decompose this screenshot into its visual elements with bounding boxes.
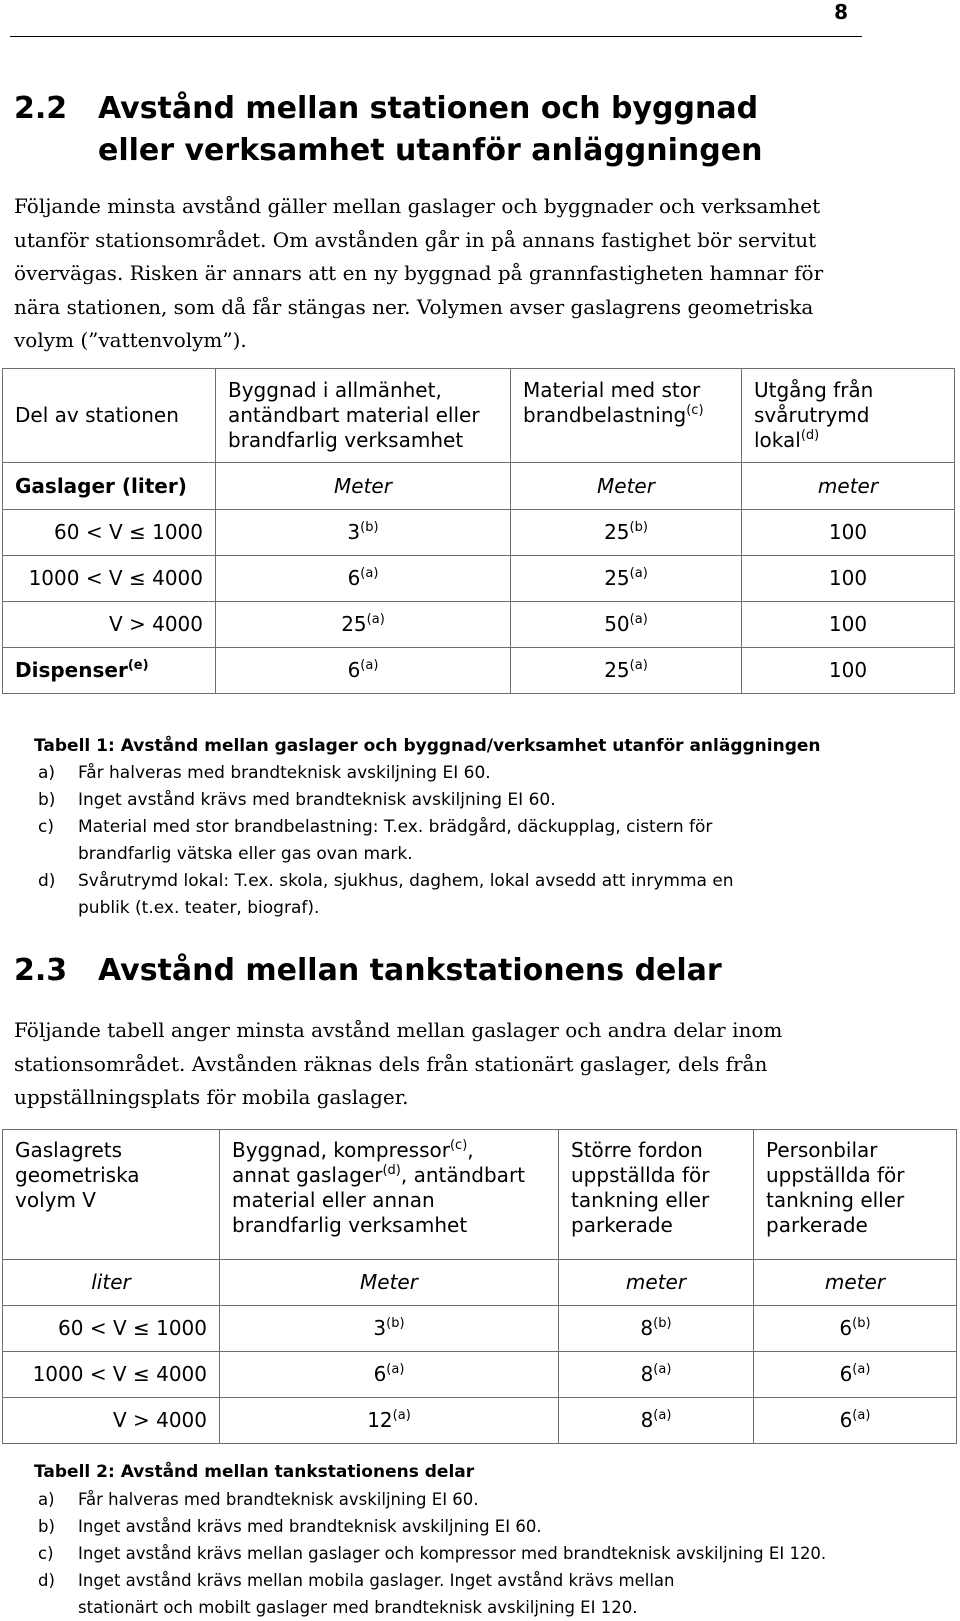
table-cell: meter <box>754 1260 957 1306</box>
paragraph-line: uppställningsplats för mobila gaslager. <box>14 1085 409 1109</box>
table-cell: 25$^{(a)}$ <box>216 602 511 648</box>
table-cell: 12$^{(a)}$ <box>220 1398 559 1444</box>
table-row <box>3 556 955 602</box>
table-cell: Gaslager (liter) <box>3 463 216 510</box>
table-row <box>3 1398 957 1444</box>
table-cell: Meter <box>511 463 742 510</box>
table-cell: 60 < V ≤ 1000 <box>3 510 216 556</box>
list-item: a) Får halveras med brandteknisk avskiljning EI 60. <box>38 1490 479 1509</box>
table-cell: 8$^{(b)}$ <box>559 1306 754 1352</box>
table-1-caption: Tabell 1: Avstånd mellan gaslager och byggnad/verksamhet utanför anläggningen <box>34 736 821 756</box>
header-cell: Del av stationen <box>3 369 216 463</box>
table-cell: 100 <box>742 602 955 648</box>
table-row <box>3 1306 957 1352</box>
table-cell: 25$^{(a)}$ <box>511 648 742 694</box>
table-cell: 25$^{(b)}$ <box>511 510 742 556</box>
section-2-3-paragraph <box>14 1014 782 1115</box>
section-2-3-heading <box>14 950 722 992</box>
table-units-row <box>3 463 955 510</box>
table-cell: 3$^{(b)}$ <box>220 1306 559 1352</box>
section-number: 2.3 <box>14 953 68 988</box>
paragraph-line: volym (”vattenvolym”). <box>14 328 247 352</box>
header-cell: Byggnad i allmänhet, antändbart material eller brandfarlig verksamhet <box>216 369 511 463</box>
header-cell: Byggnad, kompressor$^{(c)}$, annat gaslager$^{(d)}$, antändbart material eller annan brandfarlig verksamhet <box>220 1130 559 1260</box>
header-cell: Material med stor brandbelastning$^{(c)}$ <box>511 369 742 463</box>
paragraph-line: utanför stationsområdet. Om avstånden går in på annans fastighet bör servitut <box>14 227 817 252</box>
table-row <box>3 510 955 556</box>
table-cell: 8$^{(a)}$ <box>559 1398 754 1444</box>
table-cell: 8$^{(a)}$ <box>559 1352 754 1398</box>
paragraph-line: Följande minsta avstånd gäller mellan gaslager och byggnader och verksamhet <box>14 194 821 218</box>
table-cell: V > 4000 <box>3 602 216 648</box>
section-2-2-heading <box>14 88 762 172</box>
list-item: b) Inget avstånd krävs med brandteknisk avskiljning EI 60. <box>38 790 556 810</box>
page-number: 8 <box>834 0 848 24</box>
table-2-caption: Tabell 2: Avstånd mellan tankstationens delar <box>34 1462 475 1482</box>
heading-line: eller verksamhet utanför anläggningen <box>98 133 763 168</box>
paragraph-line: stationsområdet. Avstånden räknas dels från stationärt gaslager, dels från <box>14 1051 768 1076</box>
table-header-row <box>3 1130 957 1260</box>
table-cell: 6$^{(a)}$ <box>220 1352 559 1398</box>
list-item: a) Får halveras med brandteknisk avskiljning EI 60. <box>38 763 491 783</box>
distance-table-2 <box>2 1129 957 1444</box>
table-row <box>3 602 955 648</box>
table-cell: meter <box>559 1260 754 1306</box>
section-number: 2.2 <box>14 91 68 126</box>
table-cell: Meter <box>220 1260 559 1306</box>
list-item: c) Material med stor brandbelastning: T.ex. brädgård, däckupplag, cistern för brandfarlig vätska eller gas ovan mark. <box>38 817 713 864</box>
table-cell: 6$^{(a)}$ <box>216 648 511 694</box>
table-cell: V > 4000 <box>3 1398 220 1444</box>
header-divider <box>10 36 862 37</box>
heading-line: Avstånd mellan tankstationens delar <box>98 953 722 988</box>
list-item: d) Inget avstånd krävs mellan mobila gaslager. Inget avstånd krävs mellan stationärt och mobilt gaslager med brandteknisk avskiljning EI 120. <box>38 1571 675 1617</box>
table-cell: 25$^{(a)}$ <box>511 556 742 602</box>
section-2-2-paragraph <box>14 190 823 358</box>
table-cell: 100 <box>742 648 955 694</box>
table-cell: 6$^{(b)}$ <box>754 1306 957 1352</box>
paragraph-line: nära stationen, som då får stängas ner. Volymen avser gaslagrens geometriska <box>14 294 814 319</box>
table-header-row <box>3 369 955 463</box>
paragraph-line: Följande tabell anger minsta avstånd mellan gaslager och andra delar inom <box>14 1018 783 1042</box>
table-cell: 3$^{(b)}$ <box>216 510 511 556</box>
header-cell: Större fordon uppställda för tankning eller parkerade <box>559 1130 754 1260</box>
header-cell: Personbilar uppställda för tankning eller parkerade <box>754 1130 957 1260</box>
table-cell: 1000 < V ≤ 4000 <box>3 1352 220 1398</box>
table-cell: liter <box>3 1260 220 1306</box>
list-item: c) Inget avstånd krävs mellan gaslager och kompressor med brandteknisk avskiljning EI 120. <box>38 1544 827 1563</box>
table-cell: 6$^{(a)}$ <box>754 1352 957 1398</box>
table-1-notes <box>0 760 940 922</box>
list-item: b) Inget avstånd krävs med brandteknisk avskiljning EI 60. <box>38 1517 542 1536</box>
table-cell: 6$^{(a)}$ <box>216 556 511 602</box>
table-cell: 6$^{(a)}$ <box>754 1398 957 1444</box>
table-cell: Meter <box>216 463 511 510</box>
table-row <box>3 648 955 694</box>
table-cell: Dispenser$^{(e)}$ <box>3 648 216 694</box>
table-row <box>3 1352 957 1398</box>
table-cell: 60 < V ≤ 1000 <box>3 1306 220 1352</box>
list-item: d) Svårutrymd lokal: T.ex. skola, sjukhus, daghem, lokal avsedd att inrymma en publik (t.ex. teater, biograf). <box>38 871 734 918</box>
table-2-notes <box>0 1486 958 1621</box>
table-units-row <box>3 1260 957 1306</box>
distance-table-1 <box>2 368 955 694</box>
table-cell: meter <box>742 463 955 510</box>
heading-line: Avstånd mellan stationen och byggnad <box>98 91 759 126</box>
table-cell: 100 <box>742 556 955 602</box>
table-cell: 50$^{(a)}$ <box>511 602 742 648</box>
table-cell: 1000 < V ≤ 4000 <box>3 556 216 602</box>
header-cell: Utgång från svårutrymd lokal$^{(d)}$ <box>742 369 955 463</box>
header-cell: Gaslagrets geometriska volym V <box>3 1130 220 1260</box>
table-cell: 100 <box>742 510 955 556</box>
paragraph-line: övervägas. Risken är annars att en ny byggnad på grannfastigheten hamnar för <box>14 261 824 285</box>
